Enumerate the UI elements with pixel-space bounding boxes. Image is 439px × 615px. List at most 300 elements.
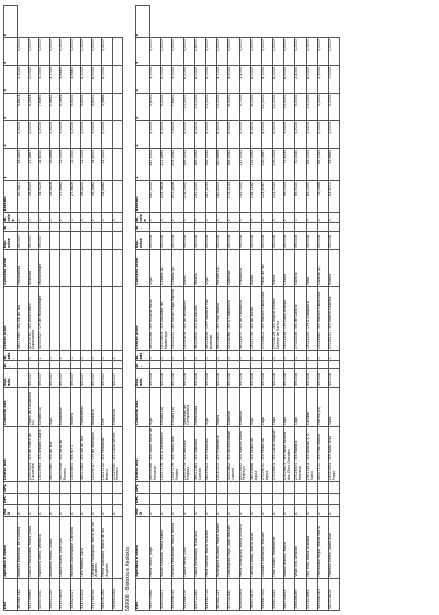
table-cell: 6,1000 [261,65,272,93]
table-cell: 590008 [150,369,161,387]
table-cell: 590007 [81,369,92,387]
table-cell: 590007 [28,369,39,387]
table-cell: 27016131 - IES Martín Códinez [329,286,340,350]
table-cell [112,38,123,66]
table-cell: López Fustes, José Luis [60,516,71,578]
table-cell: 3,8413 [18,93,29,121]
table-cell: A [172,505,183,517]
table-row [194,6,205,611]
table-cell: 36086133Z [18,578,29,610]
table-cell: Vigo [150,249,161,286]
table-cell: 27,8829 [70,180,81,212]
table-cell: 0,0000 [261,38,272,66]
table-cell: 590008 [217,369,228,387]
table-cell [18,361,29,369]
table-cell [102,223,113,231]
table-cell: Burela [329,249,340,286]
table-cell: Coruña (A) [172,387,183,426]
table-cell [284,361,295,369]
table-cell: 36018066 - IES Ricardo Mella [150,286,161,350]
table-cell: 0 [217,213,228,223]
table-cell: 0,0000 [161,38,172,66]
table-row [112,6,123,611]
table-cell [112,223,123,231]
column-header: 1 [4,148,18,180]
table-cell: 0 [49,351,60,361]
table-cell: 34954614H [317,578,328,610]
table-cell: 590008 [306,369,317,387]
table-cell: 55,6660 [329,148,340,180]
table-cell: 0 [70,213,81,223]
table-row [261,6,272,611]
table-cell: 6,0000 [306,65,317,93]
table-row [91,6,102,611]
table-cell: 0 [273,213,284,223]
table-cell: 32203787 - IES Xosé Otero Espasandín [28,286,39,350]
table-cell: Barreiro Martínez, Mª Cristina [18,516,29,578]
table-cell: Boborás [28,249,39,286]
table-cell: 27014006 - IES de Guitiriz [295,286,306,350]
table-cell: 63,6711 [329,180,340,212]
table-cell: 76,0666 [317,180,328,212]
table-cell [81,361,92,369]
table-cell: 590008 [329,231,340,249]
table-cell: 0,0000 [70,38,81,66]
table-cell: Morales Domínguez, Carolina [70,516,81,578]
column-header: Di. [136,361,150,369]
table-cell: 3,0000 [172,65,183,93]
table-cell [161,223,172,231]
table-row [329,6,340,611]
table-cell: A [284,505,295,517]
column-header: 6 [136,6,150,38]
table-cell [81,482,92,494]
table-cell: 10,0000 [194,93,205,121]
table-cell: 36011980 - IES Val do Tea [18,286,29,350]
table-cell: 42671228S [194,578,205,610]
table-cell: 15003779 - IES Antonio Fraguas [183,426,194,481]
column-header: Esp. adx. [136,369,150,387]
table-cell: Coruña (A) [39,387,50,426]
column-header: Baremo [4,180,18,212]
column-header: 4 [4,65,18,93]
table-cell: Santiago de Compostela [183,387,194,426]
column-header: Centro orixe [4,286,18,350]
table-cell: 590008 [228,369,239,387]
table-cell: 590008 [261,231,272,249]
table-cell: A [161,505,172,517]
table-header-row [4,6,18,611]
table-cell: 116,0667 [261,148,272,180]
table-cell [306,223,317,231]
table-cell: 0,0000 [28,65,39,93]
table-cell [295,223,306,231]
table-cell: 0,0000 [284,121,295,149]
table-cell [306,493,317,505]
table-cell: Vigo [205,249,216,286]
table-cell [102,231,113,249]
table-cell: 0 [194,351,205,361]
table-cell: 0 [172,213,183,223]
table-cell: Vigo [49,387,60,426]
table-row [273,6,284,611]
table-cell: Ponteareas [18,249,29,286]
column-header: BI. orixe [136,213,150,223]
table-cell: 590007 [91,369,102,387]
table-cell: 5,0000 [228,121,239,149]
table-cell [112,65,123,93]
table-cell: 33855606R [295,578,306,610]
table-cell: 5,0000 [239,121,250,149]
table-cell: 6,0000 [194,65,205,93]
table-cell: 0,3000 [18,65,29,93]
table-cell: 0,0000 [81,121,92,149]
table-cell: 6,0000 [91,65,102,93]
table-cell: 0,0000 [102,121,113,149]
table-cell [205,223,216,231]
table-cell: 5,0000 [183,121,194,149]
table-cell: 12,0000 [70,148,81,180]
table-cell: 5,0000 [150,121,161,149]
column-header: Esp. orixe [136,231,150,249]
table-cell [102,249,113,286]
table-cell: 160,6666 [217,148,228,180]
table-cell: 0,0000 [295,121,306,149]
table-cell [273,482,284,494]
table-cell: 27018129 - IES Xograr Afonso Gómez de Sarria [273,286,284,350]
table-cell [329,493,340,505]
table-cell: 10,0000 [217,93,228,121]
table-cell: Lugo [284,387,295,426]
table-cell [161,361,172,369]
table-cell: 10,0000 [205,93,216,121]
table-cell [39,482,50,494]
table-cell: 590008 [284,231,295,249]
table-cell: Fuentes Sierra, Juana Ana [329,516,340,578]
table-cell: 3,6000 [91,93,102,121]
table-cell [18,493,29,505]
table-cell: 65,0330 [317,148,328,180]
table-cell: 0 [150,351,161,361]
table-cell: Muros [217,387,228,426]
table-cell [112,93,123,121]
table-cell: 0 [306,213,317,223]
table-cell: Lugo [295,387,306,426]
column-header: BI. [4,223,18,231]
column-header: OPC [136,493,150,505]
table-cell [81,493,92,505]
table-cell: 16,6668 [49,148,60,180]
table-cell: 5,7000 [49,65,60,93]
table-cell: 28,4626 [49,180,60,212]
table-cell: 0 [28,213,39,223]
table-cell [295,482,306,494]
table-cell [150,223,161,231]
table-cell [18,387,29,426]
table-cell: 70,3330 [295,148,306,180]
table-cell: 36007101 - IES Pino Manso [317,426,328,481]
table-cell: Díaz Castro, Montserrat [273,516,284,578]
table-cell [194,482,205,494]
table-cell: 147,3332 [239,148,250,180]
table-cell [91,223,102,231]
table-cell [102,482,113,494]
table-cell: 165,3332 [228,148,239,180]
table-cell [150,493,161,505]
table-cell: 0 [205,213,216,223]
table-cell [217,223,228,231]
table-cell: 0,2000 [217,38,228,66]
table-cell [18,223,29,231]
table-cell: Rodríguez Álvarez, Marta Isabel [217,516,228,578]
table-cell: 53181086X [306,578,317,610]
table-cell [172,493,183,505]
table-cell: 590008 [194,231,205,249]
table-cell: 0,0000 [70,121,81,149]
table-cell: 0 [261,351,272,361]
table-cell: 32008266 - IES A Carballeira [228,286,239,350]
table-cell [205,361,216,369]
table-cell: Pérez Paleo, Jorge [150,516,161,578]
table-cell [60,249,71,286]
table-cell: 5,0000 [273,121,284,149]
table-cell: 09965029Q [112,578,123,610]
table-cell: 0,0000 [39,38,50,66]
table-cell: 0 [49,213,60,223]
table-cell: 15020231 - IES Rafael Puga Ramón [172,286,183,350]
table-cell [81,249,92,286]
table-cell [161,493,172,505]
table-cell: 5,0000 [161,65,172,93]
table-cell: 0 [273,351,284,361]
table-cell [150,361,161,369]
column-header: Concello orixe [4,249,18,286]
table-cell: 590008 [295,231,306,249]
table-cell: A [250,505,261,517]
table-cell: Vigo [150,387,161,426]
table-cell [183,361,194,369]
table-cell [49,493,60,505]
table-cell: 0 [317,213,328,223]
table-cell: 4,0533 [28,93,39,121]
table-590008 [135,5,340,611]
column-header: DNI [4,578,18,610]
table-row [28,6,39,611]
table-cell: 32702184L [228,578,239,610]
table-cell [70,231,81,249]
table-cell: A [112,505,123,517]
table-cell: A [39,505,50,517]
table-cell: Ribeira [70,387,81,426]
table-cell [81,231,92,249]
table-cell [60,286,71,350]
table-cell [239,223,250,231]
table-cell: Núñez Blanco, María [284,516,295,578]
table-cell: Ourense [228,387,239,426]
table-cell: Vigo [205,387,216,426]
table-cell: 15011834 - CPI Cabo Ortegal [284,286,295,350]
table-cell: 15003800 - IES N.º 1 [70,426,81,481]
table-cell: A [183,505,194,517]
table-cell: 3,6660 [60,65,71,93]
table-cell: 5,7000 [239,93,250,121]
table-row [60,6,71,611]
table-cell [49,223,60,231]
table-cell: Espiñeira Tarrio, Verónica [39,516,50,578]
table-cell [112,231,123,249]
table-cell [39,361,50,369]
table-cell [250,493,261,505]
table-cell: A [306,505,317,517]
table-cell: 2 [112,351,123,361]
table-cell [329,482,340,494]
table-cell [183,482,194,494]
table-cell: 260,3252 [150,180,161,212]
table-cell [39,493,50,505]
table-cell: 15006747 - CPI de Mondariz [91,426,102,481]
table-cell [295,361,306,369]
table-cell: 1 [329,351,340,361]
table-cell [70,249,81,286]
table-cell [18,426,29,481]
table-cell: 0,0000 [49,121,60,149]
table-cell: 14,6000 [91,148,102,180]
table-cell: A [102,505,113,517]
table-cell [28,482,39,494]
table-cell: Porriño (O) [217,249,228,286]
table-row [228,6,239,611]
table-cell: 10,0000 [183,93,194,121]
table-cell: 0,0000 [183,38,194,66]
table-cell: 180,6300 [217,180,228,212]
table-cell: A [329,505,340,517]
table-cell: Ponteareas [81,387,92,426]
table-cell [239,493,250,505]
column-header: Esp. adx. [4,369,18,387]
table-cell [39,223,50,231]
table-cell: 0,0000 [172,38,183,66]
table-cell: 0 [39,213,50,223]
table-cell [81,223,92,231]
table-cell: Pontevedra [194,387,205,426]
table-cell: Ourense [228,249,239,286]
table-cell: 76657087R [250,578,261,610]
table-cell: 15011814 - IES Alfonso X O Sabio [306,426,317,481]
table-cell [60,223,71,231]
table-cell: 15027735 - IES de Arzúa [250,286,261,350]
column-header: Centro adx. [136,426,150,481]
table-cell: 24,4462 [102,180,113,212]
table-cell [112,148,123,180]
table-cell: 0,0000 [317,38,328,66]
table-cell: 0 [329,213,340,223]
table-cell [284,223,295,231]
table-cell: 08403129G [102,578,113,610]
table-cell: 89,5000 [295,180,306,212]
column-header: 6 [4,6,18,38]
table-cell [70,286,81,350]
table-cell: Pena Gómez, María Dolores [205,516,216,578]
table-cell [112,516,123,578]
column-header: MOD [4,505,18,517]
table-cell [250,482,261,494]
table-cell: 590008 [261,369,272,387]
column-header: 4 [136,65,150,93]
table-cell [28,493,39,505]
column-header: BI. adx. [136,351,150,361]
table-cell: 590007 [18,231,29,249]
table-cell: 12,0000 [81,148,92,180]
table-cell: 3,0000 [329,93,340,121]
table-row [150,6,161,611]
table-cell: 123,4087 [261,180,272,212]
table-row [239,6,250,611]
table-cell: 40,3411 [18,180,29,212]
table-cell: Celanova [112,387,123,426]
column-header: DNI [136,578,150,610]
table-cell: 7,6400 [172,93,183,121]
table-cell: Coruña (A) [172,249,183,286]
table-cell: 0,0000 [250,38,261,66]
column-header: DPL [136,482,150,494]
table-cell [295,493,306,505]
table-cell: 8,0000 [205,65,216,93]
table-cell: A [81,505,92,517]
table-cell: 211,4890 [161,148,172,180]
table-cell: 590008 [150,231,161,249]
table-cell: 0,0000 [91,38,102,66]
table-cell: 15003503 - IES de Pobra do Caramiñal [28,426,39,481]
table-cell: A [205,505,216,517]
table-cell: 0 [261,213,272,223]
table-cell [172,482,183,494]
table-cell: 33476470A [91,578,102,610]
table-cell: 590008 [172,231,183,249]
table-cell: 165,3332 [205,148,216,180]
table-cell: 32000527 - CPI de Montealegre [39,286,50,350]
table-cell: 0,0000 [28,121,39,149]
table-cell: 0 [18,213,29,223]
table-cell: 9,2000 [161,93,172,121]
table-cell: 6,0000 [250,121,261,149]
table-cell: 2 [60,351,71,361]
table-cell [112,121,123,149]
table-cell: 15019819 - IES Salvador de Madariaga [161,286,172,350]
table-cell: 0 [81,213,92,223]
table-cell: Lamas Castro, María Xosé [250,516,261,578]
table-cell: 0,0000 [39,121,50,149]
table-cell: 15021152 - IES Fernando Blanco [102,426,113,481]
table-cell [284,493,295,505]
table-cell: 0 [161,213,172,223]
table-cell: 36064122Y [217,578,228,610]
table-row [205,6,216,611]
table-cell: 6,0000 [284,65,295,93]
table-cell [205,493,216,505]
table-cell: 36016930 - IES As Barxas [194,286,205,350]
table-cell: 12,0000 [60,148,71,180]
table-cell: 7,0000 [329,65,340,93]
table-row [161,6,172,611]
table-cell: 12,0000 [261,93,272,121]
table-cell: 7,5000 [172,121,183,149]
table-cell: 590007 [70,369,81,387]
table-cell: 590007 [112,369,123,387]
table-cell: 5,5000 [70,93,81,121]
table-cell: 0 [102,351,113,361]
table-cell: 590008 [317,369,328,387]
table-cell: Cambre [306,387,317,426]
